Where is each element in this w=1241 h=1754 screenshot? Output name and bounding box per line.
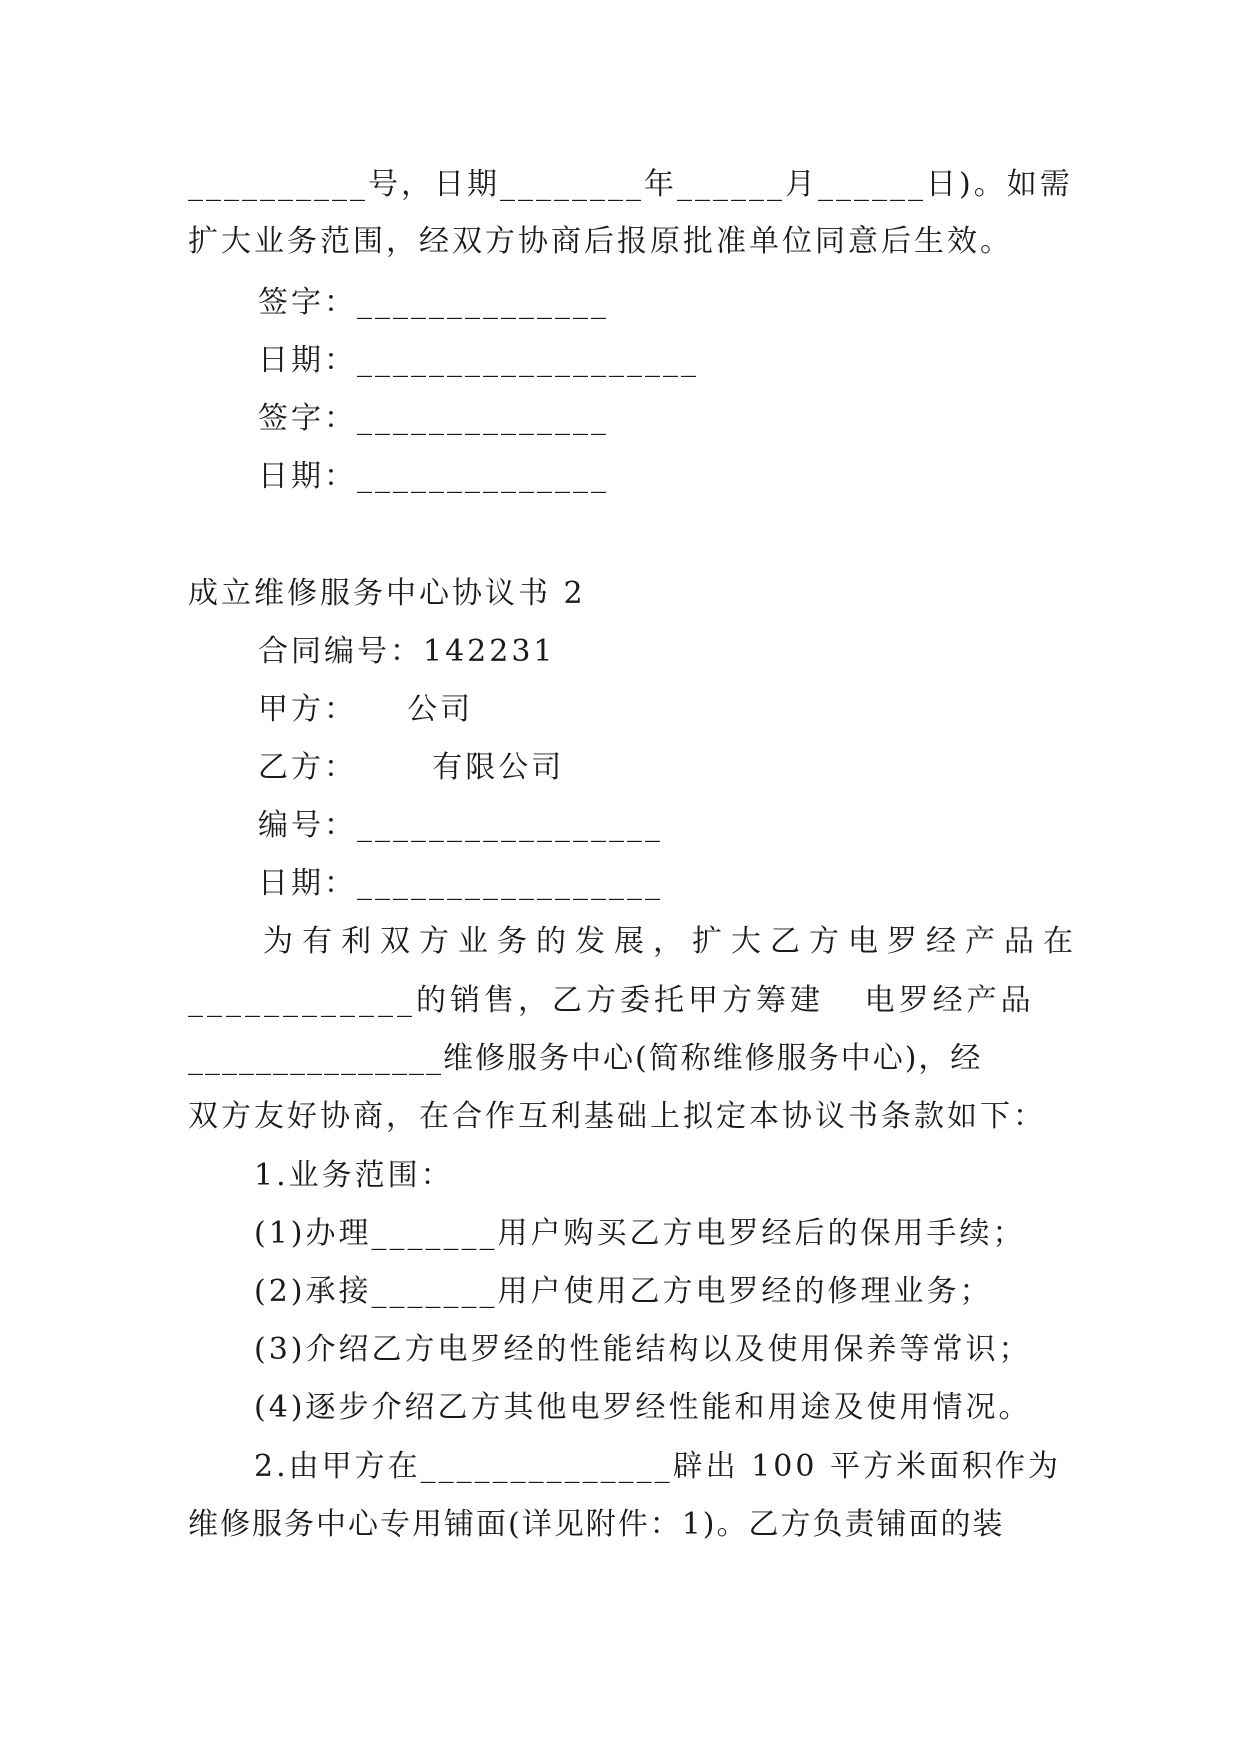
list-item: (3)介绍乙方电罗经的性能结构以及使用保养等常识；	[254, 1332, 1032, 1367]
date-line: 日期：_________________	[258, 866, 663, 901]
date-line: 日期：___________________	[258, 343, 699, 378]
paragraph-line: 2.由甲方在______________辟出 100 平方米面积作为	[254, 1449, 1061, 1484]
list-item: (2)承接_______用户使用乙方电罗经的修理业务；	[254, 1274, 993, 1309]
paragraph-line: 为有利双方业务的发展，扩大乙方电罗经产品在	[263, 924, 1082, 959]
signature-line: 签字：______________	[258, 285, 609, 320]
paragraph-line: 维修服务中心专用铺面(详见附件：1)。乙方负责铺面的装	[188, 1507, 1005, 1542]
number-line: 编号：_________________	[258, 808, 663, 843]
paragraph-line: __________号，日期________年______月______日)。如需	[188, 167, 1073, 202]
party-b: 乙方： 有限公司	[258, 750, 565, 785]
list-item: (4)逐步介绍乙方其他电罗经性能和用途及使用情况。	[254, 1390, 1032, 1425]
paragraph-line: _______________维修服务中心(简称维修服务中心)，经	[188, 1041, 983, 1076]
paragraph-line: 扩大业务范围，经双方协商后报原批准单位同意后生效。	[188, 224, 1013, 259]
paragraph-line: ____________的销售，乙方委托甲方筹建 电罗经产品	[188, 983, 1035, 1018]
section-title: 成立维修服务中心协议书 2	[188, 576, 586, 611]
list-item: (1)办理_______用户购买乙方电罗经后的保用手续；	[254, 1216, 1026, 1251]
contract-number: 合同编号：142231	[258, 634, 556, 669]
list-heading: 1.业务范围：	[254, 1158, 454, 1193]
paragraph-line: 双方友好协商，在合作互利基础上拟定本协议书条款如下：	[188, 1099, 1046, 1134]
signature-line: 签字：______________	[258, 401, 609, 436]
date-line: 日期：______________	[258, 459, 609, 494]
party-a: 甲方： 公司	[258, 692, 474, 727]
